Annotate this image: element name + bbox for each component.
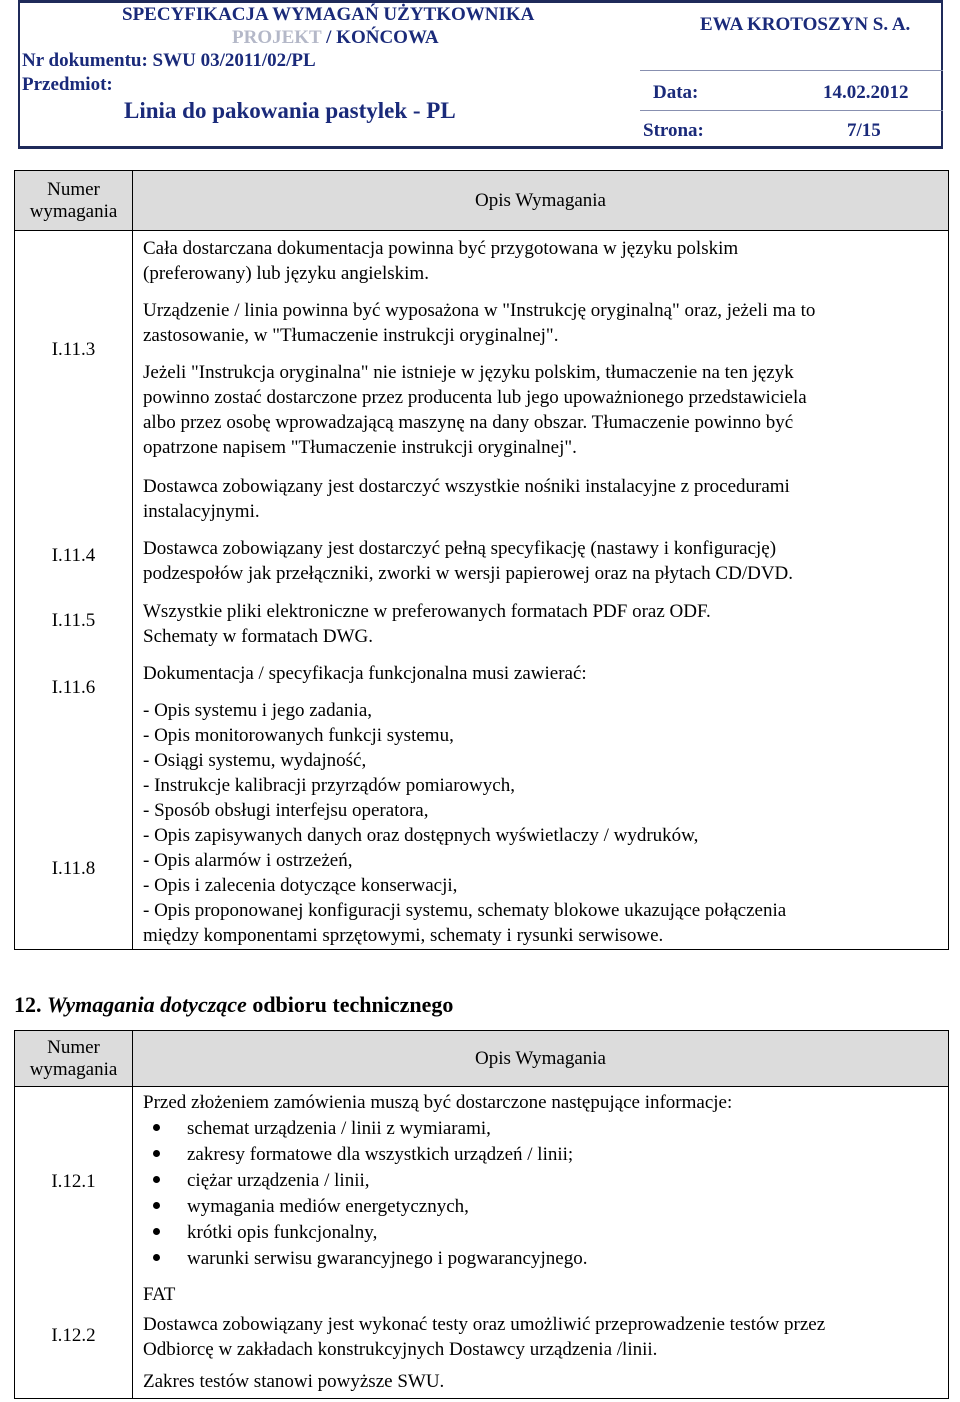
requirement-list-item: - Opis zapisywanych danych oraz dostępnych wyświetlaczy / wydruków, bbox=[143, 825, 699, 846]
bullet-icon bbox=[153, 1176, 160, 1183]
page-value: 7/15 bbox=[847, 120, 881, 141]
requirement-number: I.11.4 bbox=[51, 545, 96, 566]
requirement-text-line: FAT bbox=[143, 1284, 176, 1305]
column-header-number-line2: wymagania bbox=[29, 1058, 118, 1080]
requirement-text-line: Schematy w formatach DWG. bbox=[143, 626, 374, 647]
section-title bbox=[14, 992, 453, 1018]
date-label: Data: bbox=[653, 82, 699, 103]
subject-value: Linia do pakowania pastylek - PL bbox=[124, 98, 456, 123]
bullet-text: wymagania mediów energetycznych, bbox=[187, 1196, 469, 1217]
document-header bbox=[0, 0, 960, 150]
requirement-list-item: - Opis i zalecenia dotyczące konserwacji, bbox=[143, 875, 458, 896]
bullet-item bbox=[153, 1142, 573, 1168]
section-title-rest: odbioru technicznego bbox=[252, 992, 454, 1017]
requirement-list-item: - Osiągi systemu, wydajność, bbox=[143, 750, 367, 771]
bullet-text: zakresy formatowe dla wszystkich urządzeń / linii; bbox=[187, 1144, 574, 1165]
requirement-text-line: Jeżeli "Instrukcja oryginalna" nie istnieje w języku polskim, tłumaczenie na ten język bbox=[143, 362, 794, 383]
requirement-number: I.12.1 bbox=[51, 1171, 96, 1192]
requirement-text-line: Urządzenie / linia powinna być wyposażona w "Instrukcję oryginalną" oraz, jeżeli ma to bbox=[143, 300, 816, 321]
requirement-number: I.11.6 bbox=[51, 677, 96, 698]
section-number: 12. bbox=[14, 992, 42, 1017]
requirement-list-item: między komponentami sprzętowymi, schematy i rysunki serwisowe. bbox=[143, 925, 664, 946]
requirement-descriptions bbox=[133, 1087, 949, 1399]
bullet-icon bbox=[153, 1228, 160, 1235]
requirement-number: I.11.8 bbox=[51, 858, 96, 879]
column-header-number-line1: Numer bbox=[47, 178, 100, 200]
header-top-border bbox=[18, 0, 943, 3]
header-left-border bbox=[18, 0, 20, 149]
column-header-number bbox=[15, 1031, 133, 1087]
requirement-list-item: - Opis monitorowanych funkcji systemu, bbox=[143, 725, 454, 746]
date-value: 14.02.2012 bbox=[823, 82, 909, 103]
requirement-list-item: - Opis systemu i jego zadania, bbox=[143, 700, 373, 721]
bullet-text: ciężar urządzenia / linii, bbox=[187, 1170, 370, 1191]
bullet-icon bbox=[153, 1202, 160, 1209]
bullet-icon bbox=[153, 1124, 160, 1131]
column-header-description: Opis Wymagania bbox=[133, 1031, 949, 1087]
bullet-icon bbox=[153, 1254, 160, 1261]
project-status bbox=[232, 27, 439, 49]
requirements-table-11 bbox=[14, 170, 949, 950]
requirement-number: I.11.5 bbox=[51, 610, 96, 631]
column-header-description: Opis Wymagania bbox=[133, 171, 949, 231]
requirement-text-line: podzespołów jak przełączniki, zworki w wersji papierowej oraz na płytach CD/DVD. bbox=[143, 563, 794, 584]
section-title-italic: Wymagania dotyczące bbox=[47, 992, 247, 1017]
column-header-number-line1: Numer bbox=[47, 1036, 100, 1058]
header-divider-2 bbox=[640, 110, 943, 111]
requirement-text-line: Odbiorcę w zakładach konstrukcyjnych Dostawcy urządzenia /linii. bbox=[143, 1339, 658, 1360]
requirement-text-line: instalacyjnymi. bbox=[143, 501, 260, 522]
bullet-item bbox=[153, 1220, 377, 1246]
requirement-numbers bbox=[15, 1087, 133, 1399]
project-status-value: / KOŃCOWA bbox=[326, 27, 439, 48]
requirement-text-line: albo przez osobę wprowadzającą maszynę na dany obszar. Tłumaczenie powinno być bbox=[143, 412, 794, 433]
project-word: PROJEKT bbox=[232, 27, 322, 48]
requirement-descriptions bbox=[133, 231, 949, 950]
requirement-text-line: Wszystkie pliki elektroniczne w preferowanych formatach PDF oraz ODF. bbox=[143, 601, 711, 622]
bullet-text: schemat urządzenia / linii z wymiarami, bbox=[187, 1118, 491, 1139]
company-name: EWA KROTOSZYN S. A. bbox=[700, 14, 911, 35]
requirement-text-line: zastosowanie, w "Tłumaczenie instrukcji oryginalnej". bbox=[143, 325, 559, 346]
header-right-border bbox=[941, 0, 943, 149]
requirement-text-line: Dostawca zobowiązany jest dostarczyć pełną specyfikację (nastawy i konfigurację) bbox=[143, 538, 777, 559]
requirement-numbers bbox=[15, 231, 133, 950]
document-title: SPECYFIKACJA WYMAGAŃ UŻYTKOWNIKA bbox=[122, 4, 535, 25]
column-header-number-line2: wymagania bbox=[29, 200, 118, 222]
requirements-table-12 bbox=[14, 1030, 949, 1399]
bullet-icon bbox=[153, 1150, 160, 1157]
requirement-number: I.12.2 bbox=[51, 1325, 96, 1346]
requirement-text-line: opatrzone napisem "Tłumaczenie instrukcji oryginalnej". bbox=[143, 437, 577, 458]
requirement-text-line: Dostawca zobowiązany jest dostarczyć wszystkie nośniki instalacyjne z procedurami bbox=[143, 476, 790, 497]
bullet-item bbox=[153, 1194, 469, 1220]
column-header-number bbox=[15, 171, 133, 231]
bullet-item bbox=[153, 1116, 491, 1142]
requirement-text-line: (preferowany) lub języku angielskim. bbox=[143, 263, 429, 284]
bullet-item bbox=[153, 1168, 370, 1194]
header-divider bbox=[640, 70, 943, 71]
requirement-list-item: - Instrukcje kalibracji przyrządów pomiarowych, bbox=[143, 775, 515, 796]
requirement-intro: Przed złożeniem zamówienia muszą być dostarczone następujące informacje: bbox=[143, 1092, 733, 1113]
header-bottom-border bbox=[18, 146, 943, 149]
requirement-text-line: Cała dostarczana dokumentacja powinna być przygotowana w języku polskim bbox=[143, 238, 739, 259]
requirement-text-line: Dokumentacja / specyfikacja funkcjonalna musi zawierać: bbox=[143, 663, 587, 684]
requirement-text-line: Zakres testów stanowi powyższe SWU. bbox=[143, 1371, 445, 1392]
requirement-list-item: - Opis proponowanej konfiguracji systemu, schematy blokowe ukazujące połączenia bbox=[143, 900, 787, 921]
requirement-number: I.11.3 bbox=[51, 339, 96, 360]
bullet-text: warunki serwisu gwarancyjnego i pogwarancyjnego. bbox=[187, 1248, 588, 1269]
requirement-list-item: - Opis alarmów i ostrzeżeń, bbox=[143, 850, 353, 871]
requirement-text-line: powinno zostać dostarczone przez producenta lub jego upoważnionego przedstawiciela bbox=[143, 387, 807, 408]
page-label: Strona: bbox=[643, 120, 704, 141]
bullet-item bbox=[153, 1246, 587, 1272]
requirement-list-item: - Sposób obsługi interfejsu operatora, bbox=[143, 800, 429, 821]
requirement-text-line: Dostawca zobowiązany jest wykonać testy oraz umożliwić przeprowadzenie testów przez bbox=[143, 1314, 826, 1335]
bullet-text: krótki opis funkcjonalny, bbox=[187, 1222, 378, 1243]
document-number: Nr dokumentu: SWU 03/2011/02/PL bbox=[22, 50, 316, 71]
subject-label: Przedmiot: bbox=[22, 74, 113, 95]
